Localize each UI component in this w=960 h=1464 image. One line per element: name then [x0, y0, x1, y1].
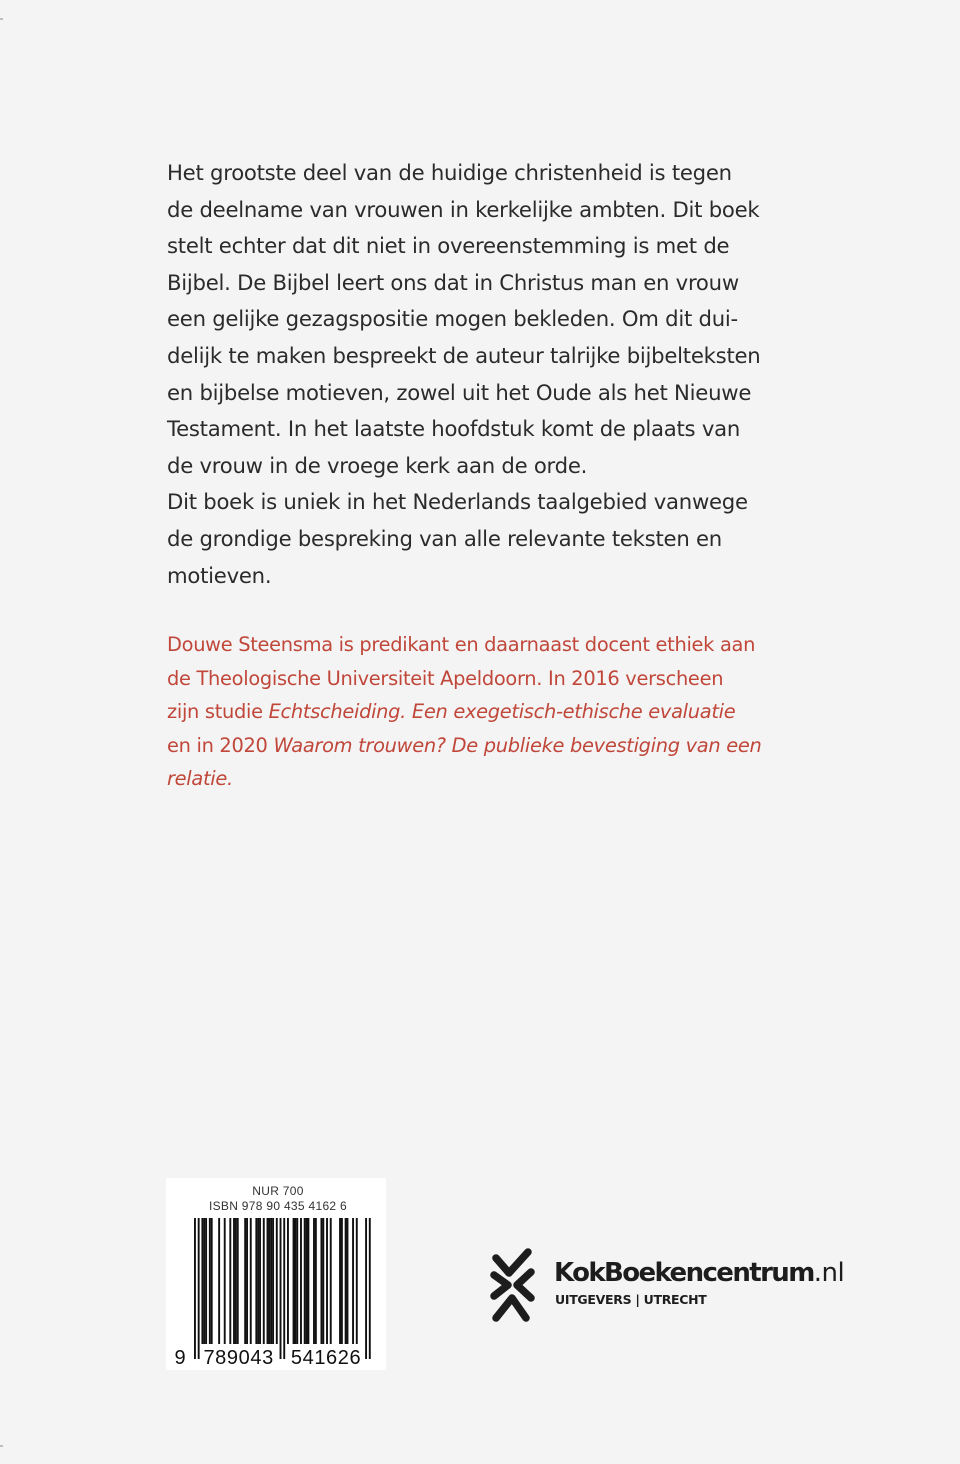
bio-line [167, 762, 807, 796]
isbn-label: ISBN 978 90 435 4162 6 [208, 1199, 348, 1213]
blurb-line: delijk te maken bespreekt de auteur talrijke bijbelteksten [167, 342, 761, 368]
book-blurb [167, 155, 807, 594]
blurb-line: Testament. In het laatste hoofdstuk komt de plaats van [167, 416, 741, 442]
book-title-waarom-trouwen-cont: relatie. [167, 767, 233, 791]
bio-line: Douwe Steensma is predikant en daarnaast docent ethiek aan [167, 633, 756, 656]
bio-text: zijn studie [167, 700, 269, 724]
publisher-subtitle: UITGEVERS | UTRECHT [555, 1292, 707, 1307]
barcode-bars [166, 1178, 386, 1370]
book-title-echtscheiding: Echtscheiding. Een exegetisch-ethische evaluatie [268, 700, 736, 724]
blurb-line: de grondige bespreking van alle relevante teksten en [167, 525, 722, 551]
nur-code: NUR 700 [252, 1184, 304, 1198]
svg-text:9: 9 [174, 1347, 186, 1369]
blurb-line: een gelijke gezagspositie mogen bekleden. Om dit dui- [167, 306, 738, 332]
book-title-waarom-trouwen: Waarom trouwen? De publieke bevestiging van een [273, 733, 762, 757]
blurb-line: de vrouw in de vroege kerk aan de orde. [167, 452, 588, 478]
author-bio [167, 628, 807, 796]
publisher-name-main: KokBoekencentrum [554, 1258, 814, 1288]
svg-text:541626: 541626 [290, 1347, 362, 1369]
blurb-line: Dit boek is uniek in het Nederlands taalgebied vanwege [167, 489, 748, 515]
blurb-line: Bijbel. De Bijbel leert ons dat in Christus man en vrouw [167, 269, 739, 295]
bio-line [167, 695, 807, 729]
bio-line: de Theologische Universiteit Apeldoorn. In 2016 verscheen [167, 666, 724, 690]
isbn-barcode [166, 1178, 386, 1370]
publisher-name [554, 1258, 844, 1288]
blurb-line: de deelname van vrouwen in kerkelijke ambten. Dit boek [167, 196, 760, 222]
crop-mark-top [0, 18, 3, 20]
blurb-line: en bijbelse motieven, zowel uit het Oude als het Nieuwe [167, 379, 752, 405]
bio-line [167, 729, 807, 763]
blurb-line: motieven. [167, 562, 272, 588]
blurb-line: Het grootste deel van de huidige christenheid is tegen [167, 160, 732, 185]
publisher-name-tld: .nl [813, 1258, 845, 1288]
blurb-line: stelt echter dat dit niet in overeenstemming is met de [167, 233, 730, 259]
bio-text: en in 2020 [167, 733, 274, 757]
crop-mark-bottom [0, 1445, 3, 1447]
publisher-logo-icon [488, 1248, 538, 1324]
svg-text:789043: 789043 [203, 1347, 274, 1369]
